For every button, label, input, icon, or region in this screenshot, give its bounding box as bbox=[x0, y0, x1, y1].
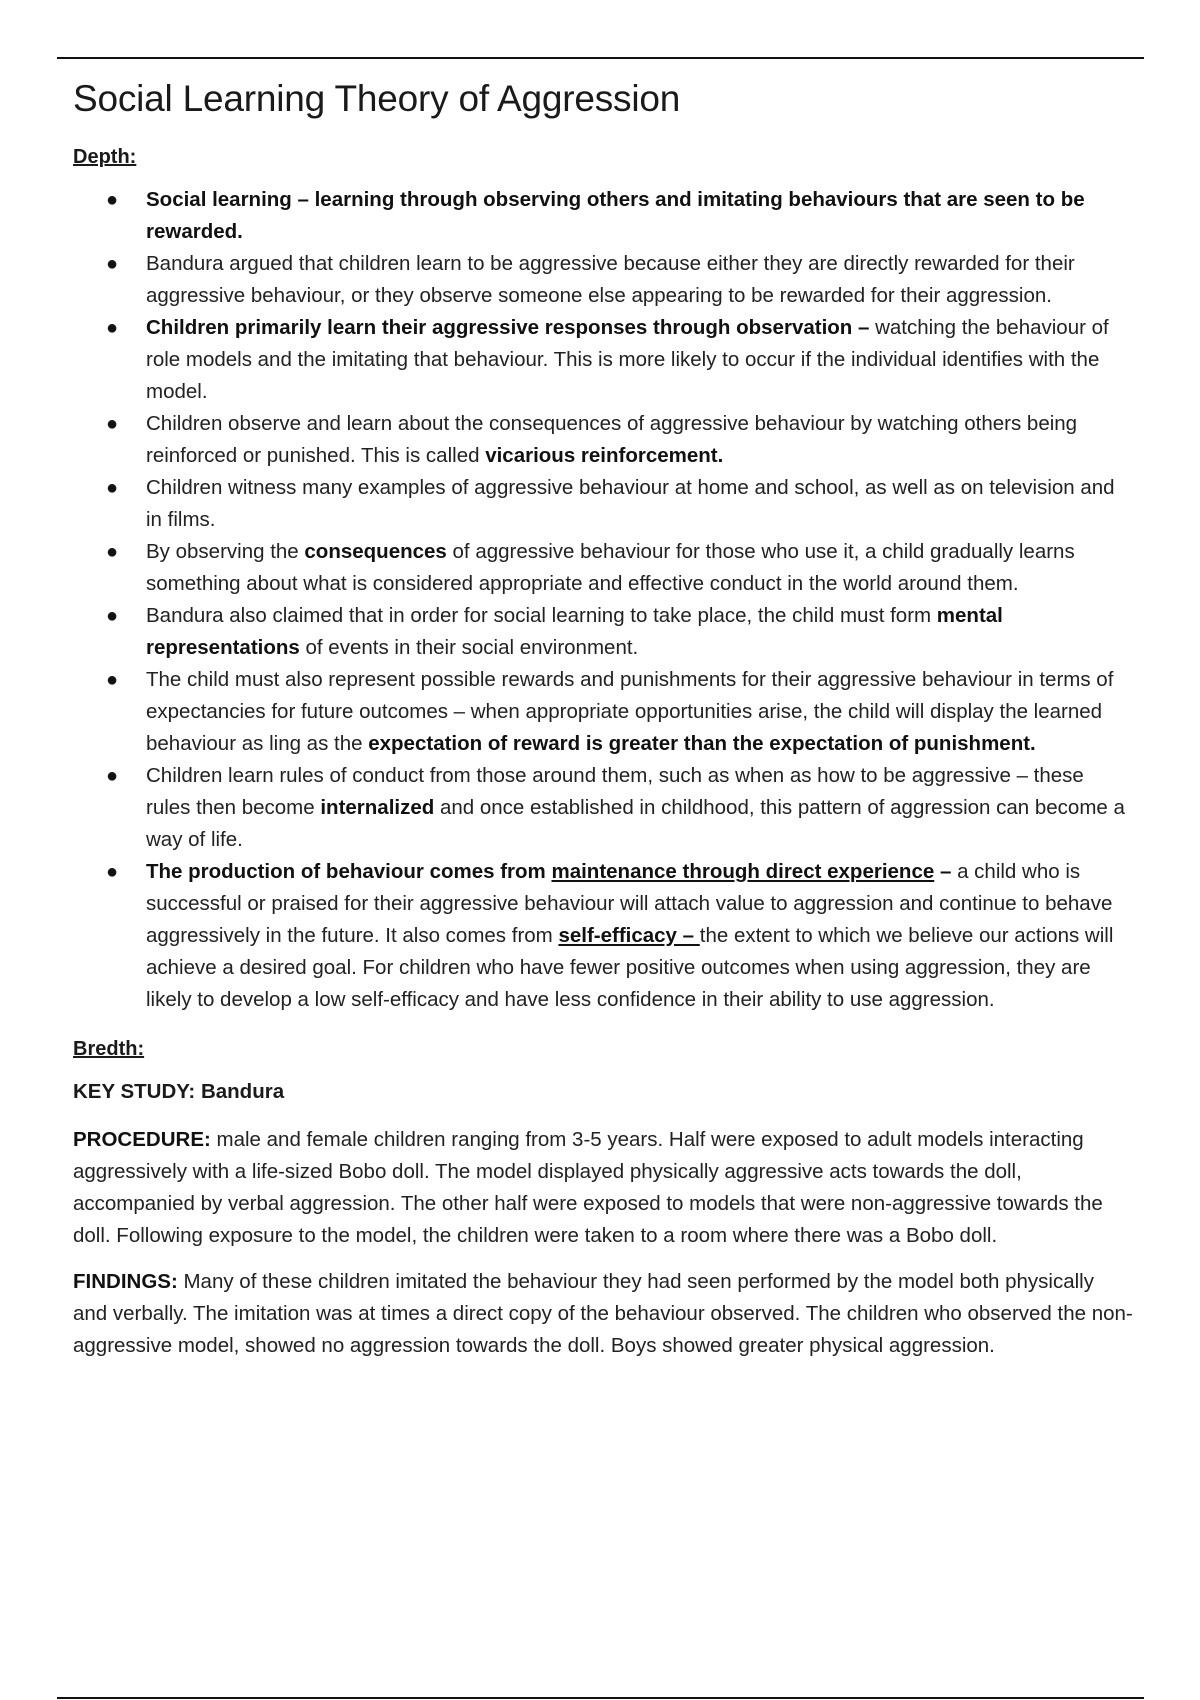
bullet-icon: ● bbox=[106, 317, 119, 339]
list-item bbox=[73, 664, 1133, 760]
bullet-icon: ● bbox=[106, 605, 119, 627]
bullet-icon: ● bbox=[106, 189, 119, 211]
bold-text: vicarious reinforcement. bbox=[485, 444, 724, 467]
body-text: of events in their social environment. bbox=[299, 636, 639, 659]
bold-underlined-text: self-efficacy – bbox=[558, 924, 700, 947]
bold-text: internalized bbox=[320, 796, 435, 819]
bold-underlined-text: maintenance through direct experience bbox=[551, 860, 935, 883]
findings-label: FINDINGS: bbox=[73, 1270, 178, 1293]
list-item bbox=[73, 472, 1133, 536]
body-text: watching the behaviour of role models and the imitating that behaviour. This is more likely to occur if the individual identifies with the model. bbox=[146, 316, 1109, 403]
key-study-heading: KEY STUDY: Bandura bbox=[73, 1080, 285, 1103]
bullet-icon: ● bbox=[106, 253, 119, 275]
bullet-icon: ● bbox=[106, 477, 119, 499]
bullet-icon: ● bbox=[106, 669, 119, 691]
bold-text: The production of behaviour comes from bbox=[146, 860, 552, 883]
list-item bbox=[73, 856, 1133, 1016]
document-page bbox=[73, 76, 1133, 1376]
findings-paragraph bbox=[73, 1266, 1133, 1362]
bold-text: – bbox=[934, 860, 952, 883]
list-item bbox=[73, 600, 1133, 664]
body-text: Bandura argued that children learn to be aggressive because either they are directly rewarded for their aggressive behaviour, or they observe someone else appearing to be rewarded for their aggression. bbox=[146, 252, 1075, 307]
list-item bbox=[73, 184, 1133, 248]
body-text: Children observe and learn about the consequences of aggressive behaviour by watching others being reinforced or punished. This is called bbox=[146, 412, 1078, 467]
document-title: Social Learning Theory of Aggression bbox=[73, 78, 681, 119]
body-text: of aggressive behaviour for those who use it, a child gradually learns something about what is considered appropriate and effective conduct in the world around them. bbox=[146, 540, 1075, 595]
bullet-icon: ● bbox=[106, 765, 119, 787]
body-text: a child who is successful or praised for their aggressive behaviour will attach value to aggression and continue to behave aggressively in the future. It also comes from bbox=[146, 860, 1113, 947]
depth-bullet-list bbox=[73, 184, 1133, 1016]
procedure-label: PROCEDURE: bbox=[73, 1128, 211, 1151]
body-text: The child must also represent possible rewards and punishments for their aggressive behaviour in terms of expectancies for future outcomes – when appropriate opportunities arise, the child will display the learned behaviour as ling as the bbox=[146, 668, 1114, 755]
bullet-icon: ● bbox=[106, 413, 119, 435]
body-text: the extent to which we believe our actions will achieve a desired goal. For children who have fewer positive outcomes when using aggression, they are likely to develop a low self-efficacy and have less confidence in their ability to use aggression. bbox=[146, 924, 1114, 1011]
list-item bbox=[73, 312, 1133, 408]
breadth-heading: Bredth: bbox=[73, 1038, 145, 1060]
procedure-paragraph bbox=[73, 1124, 1133, 1252]
bold-text: Social learning – learning through observing others and imitating behaviours that are seen to be rewarded. bbox=[146, 188, 1085, 243]
list-item bbox=[73, 536, 1133, 600]
bullet-icon: ● bbox=[106, 541, 119, 563]
procedure-text: male and female children ranging from 3-5 years. Half were exposed to adult models interacting aggressively with a life-sized Bobo doll. The model displayed physically aggressive acts towards the doll, accompanied by verbal aggression. The other half were exposed to models that were non-aggressive towards the doll. Following exposure to the model, the children were taken to a room where there was a Bobo doll. bbox=[73, 1128, 1103, 1247]
body-text: Bandura also claimed that in order for social learning to take place, the child must form bbox=[146, 604, 937, 627]
bullet-icon: ● bbox=[106, 861, 119, 883]
body-text: By observing the bbox=[146, 540, 305, 563]
bold-text: consequences bbox=[304, 540, 447, 563]
depth-heading: Depth: bbox=[73, 146, 137, 168]
list-item bbox=[73, 408, 1133, 472]
list-item bbox=[73, 248, 1133, 312]
body-text: Children witness many examples of aggressive behaviour at home and school, as well as on television and in films. bbox=[146, 476, 1115, 531]
bold-text: mental representations bbox=[146, 604, 1003, 659]
body-text: and once established in childhood, this pattern of aggression can become a way of life. bbox=[146, 796, 1125, 851]
bold-text: expectation of reward is greater than the expectation of punishment. bbox=[368, 732, 1036, 755]
top-rule bbox=[57, 57, 1144, 59]
list-item bbox=[73, 760, 1133, 856]
bottom-rule bbox=[57, 1697, 1144, 1699]
findings-text: Many of these children imitated the behaviour they had seen performed by the model both physically and verbally. The imitation was at times a direct copy of the behaviour observed. The children who observed the non-aggressive model, showed no aggression towards the doll. Boys showed greater physical aggression. bbox=[73, 1270, 1133, 1357]
body-text: Children learn rules of conduct from those around them, such as when as how to be aggressive – these rules then become bbox=[146, 764, 1084, 819]
bold-text: Children primarily learn their aggressive responses through observation – bbox=[146, 316, 870, 339]
